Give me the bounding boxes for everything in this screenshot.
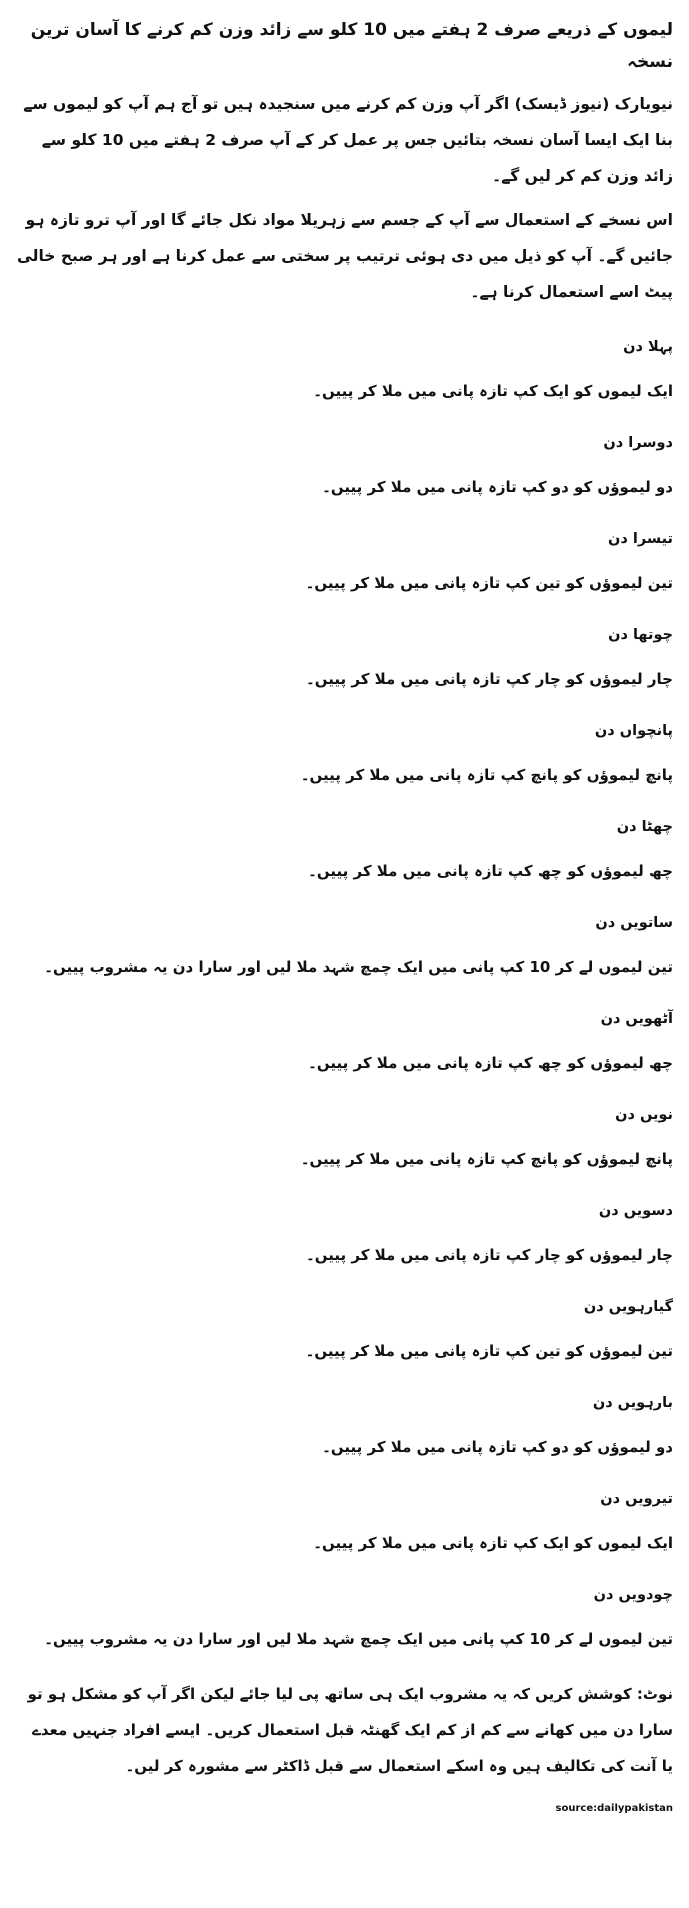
day-instruction: دو لیموؤں کو دو کپ تازہ پانی میں ملا کر پییں۔ <box>322 1438 673 1456</box>
instructions-paragraph: اس نسخے کے استعمال سے آپ کے جسم سے زہریلا مواد نکل جائے گا اور آپ ترو تازہ ہو جائیں گے۔ آپ کو ذیل میں دی ہوئی ترتیب پر سختی سے عمل کرنا ہے اور ہر صبح خالی پیٹ اسے استعمال کرنا ہے۔ <box>16 211 673 301</box>
day-item <box>16 524 673 598</box>
article-title: لیموں کے ذریعے صرف 2 ہفتے میں 10 کلو سے زائد وزن کم کرنے کا آسان ترین نسخہ <box>30 20 673 72</box>
day-instruction: پانچ لیموؤں کو پانچ کپ تازہ پانی میں ملا کر پییں۔ <box>300 1150 673 1168</box>
day-item <box>16 812 673 886</box>
day-item <box>16 1580 673 1654</box>
day-instruction: تین لیموں لے کر 10 کپ پانی میں ایک چمچ شہد ملا لیں اور سارا دن یہ مشروب پییں۔ <box>44 958 673 976</box>
day-instruction: تین لیموؤں کو تین کپ تازہ پانی میں ملا کر پییں۔ <box>305 1342 673 1360</box>
day-heading: چودویں دن <box>593 1587 673 1603</box>
day-instruction: چھ لیموؤں کو چھ کپ تازہ پانی میں ملا کر پییں۔ <box>308 1054 673 1072</box>
day-heading: تیسرا دن <box>608 531 673 547</box>
day-item <box>16 620 673 694</box>
note-paragraph: نوٹ: کوشش کریں کہ یہ مشروب ایک ہی ساتھ پی لیا جائے لیکن اگر آپ کو مشکل ہو تو سارا دن میں کھانے سے کم از کم ایک گھنٹہ قبل استعمال کریں۔ ایسے افراد جنہیں معدے یا آنت کی تکالیف ہیں وہ اسکے استعمال سے قبل ڈاکٹر سے مشورہ کر لیں۔ <box>27 1685 673 1775</box>
day-item <box>16 716 673 790</box>
day-item <box>16 428 673 502</box>
day-heading: آٹھویں دن <box>600 1011 673 1027</box>
day-instruction: ایک لیموں کو ایک کپ تازہ پانی میں ملا کر پییں۔ <box>313 1534 673 1552</box>
day-item <box>16 908 673 982</box>
day-heading: تیرویں دن <box>600 1491 673 1507</box>
day-heading: چھٹا دن <box>616 819 673 835</box>
source-credit: source:dailypakistan <box>555 1803 673 1814</box>
day-instruction: تین لیموؤں کو تین کپ تازہ پانی میں ملا کر پییں۔ <box>305 574 673 592</box>
day-instruction: تین لیموں لے کر 10 کپ پانی میں ایک چمچ شہد ملا لیں اور سارا دن یہ مشروب پییں۔ <box>44 1630 673 1648</box>
day-item <box>16 1004 673 1078</box>
day-instruction: دو لیموؤں کو دو کپ تازہ پانی میں ملا کر پییں۔ <box>322 478 673 496</box>
day-item <box>16 1388 673 1462</box>
day-instruction: چھ لیموؤں کو چھ کپ تازہ پانی میں ملا کر پییں۔ <box>308 862 673 880</box>
day-heading: نویں دن <box>615 1107 673 1123</box>
day-heading: پانچواں دن <box>594 723 673 739</box>
day-item <box>16 1100 673 1174</box>
day-instruction: ایک لیموں کو ایک کپ تازہ پانی میں ملا کر پییں۔ <box>313 382 673 400</box>
day-instruction: چار لیموؤں کو چار کپ تازہ پانی میں ملا کر پییں۔ <box>305 670 673 688</box>
day-list <box>16 332 673 1654</box>
day-heading: چوتھا دن <box>608 627 673 643</box>
day-heading: دسویں دن <box>598 1203 673 1219</box>
day-heading: دوسرا دن <box>603 435 673 451</box>
day-item <box>16 1484 673 1558</box>
day-heading: ساتویں دن <box>595 915 673 931</box>
day-item <box>16 1292 673 1366</box>
day-item <box>16 332 673 406</box>
day-instruction: چار لیموؤں کو چار کپ تازہ پانی میں ملا کر پییں۔ <box>305 1246 673 1264</box>
day-heading: گیارہویں دن <box>583 1299 673 1315</box>
day-item <box>16 1196 673 1270</box>
day-heading: پہلا دن <box>623 339 673 355</box>
intro-paragraph: نیویارک (نیوز ڈیسک) اگر آپ وزن کم کرنے میں سنجیدہ ہیں تو آج ہم آپ کو لیموں سے بنا ایک ایسا آسان نسخہ بتائیں جس پر عمل کر کے آپ صرف 2 ہفتے میں 10 کلو سے زائد وزن کم کر لیں گے۔ <box>23 95 673 185</box>
day-instruction: پانچ لیموؤں کو پانچ کپ تازہ پانی میں ملا کر پییں۔ <box>300 766 673 784</box>
day-heading: بارہویں دن <box>592 1395 673 1411</box>
